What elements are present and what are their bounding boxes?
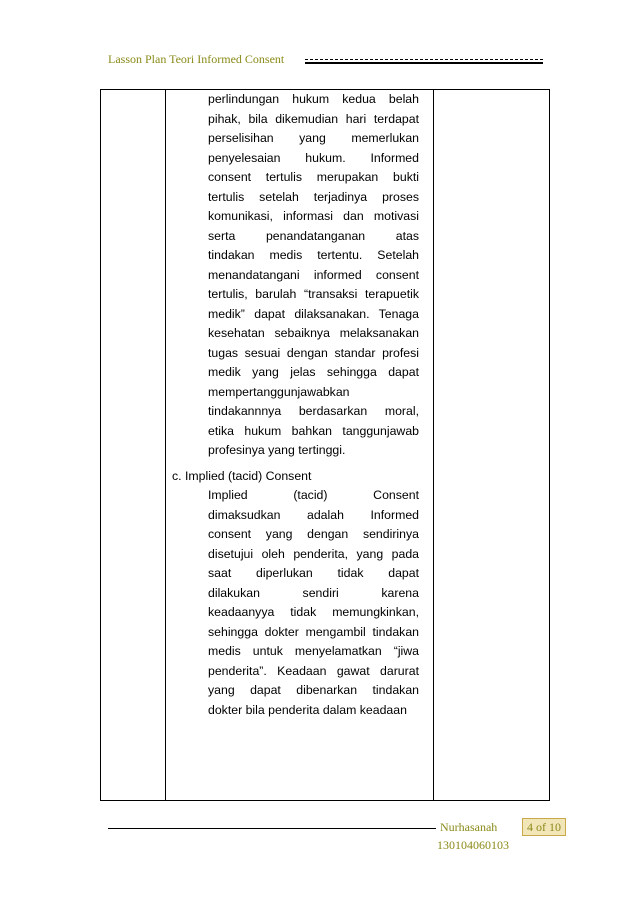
item-c-heading: c. Implied (tacid) Consent [172,468,312,483]
column-divider-right [433,90,434,800]
middle-column-text [166,90,433,720]
paragraph-written-consent [208,90,419,461]
text-line: yang dapat dibenarkan tindakan [208,683,419,697]
text-line: medik” dapat dilaksanakan. Tenaga [208,306,419,321]
text-line: saat diperlukan tidak dapat [208,566,419,580]
text-line: penderita”. Keadaan gawat darurat [208,663,419,678]
text-line: etika hukum bahkan tanggunjawab [208,423,419,438]
header-title: Lasson Plan Teori Informed Consent [108,52,285,66]
text-line: tindakan medis tertentu. Setelah [208,248,419,262]
text-line: dilakukan sendiri karena [208,585,419,600]
text-line: perselisihan yang memerlukan [208,131,419,145]
footer-student-id: 130104060103 [437,838,509,852]
text-line: dokter bila penderita dalam keadaan [208,702,407,717]
text-line: Implied (tacid) Consent [208,488,419,502]
text-line: dimaksudkan adalah Informed [208,507,419,522]
text-line: keadaanyya tidak memungkinkan, [208,605,419,619]
text-line: pihak, bila dikemudian hari terdapat [208,111,419,126]
text-line: menandatangani informed consent [208,267,419,282]
text-line: medik yang jelas sehingga dapat [208,365,419,379]
header-rule [305,62,543,64]
header-rule-dashed [305,59,543,60]
text-line: tugas sesuai dengan standar profesi [208,345,419,360]
paragraph-implied-consent [208,486,419,720]
footer-author: Nurhasanah [440,820,498,834]
text-line: tertulis, barulah “transaksi terapuetik [208,287,419,301]
text-line: sehingga dokter mengambil tindakan [208,624,419,639]
text-line: disetujui oleh penderita, yang pada [208,546,419,561]
footer-rule [108,828,436,829]
text-line: tindakannnya berdasarkan moral, [208,404,419,418]
text-line: mempertanggunjawabkan [208,384,350,399]
text-line: penyelesaian hukum. Informed [208,150,419,165]
text-line: komunikasi, informasi dan motivasi [208,209,419,223]
content-table [100,89,550,801]
text-line: consent tertulis merupakan bukti [208,170,419,184]
text-line: kesehatan sebaiknya melaksanakan [208,326,419,340]
text-line: medis untuk menyelamatkan “jiwa [208,644,419,658]
text-line: serta penandatanganan atas [208,228,419,243]
text-line: tertulis setelah terjadinya proses [208,189,419,204]
text-line: perlindungan hukum kedua belah [208,92,419,106]
text-line: profesinya yang tertinggi. [208,443,346,457]
text-line: consent yang dengan sendirinya [208,527,419,541]
page-number-badge: 4 of 10 [522,818,566,836]
